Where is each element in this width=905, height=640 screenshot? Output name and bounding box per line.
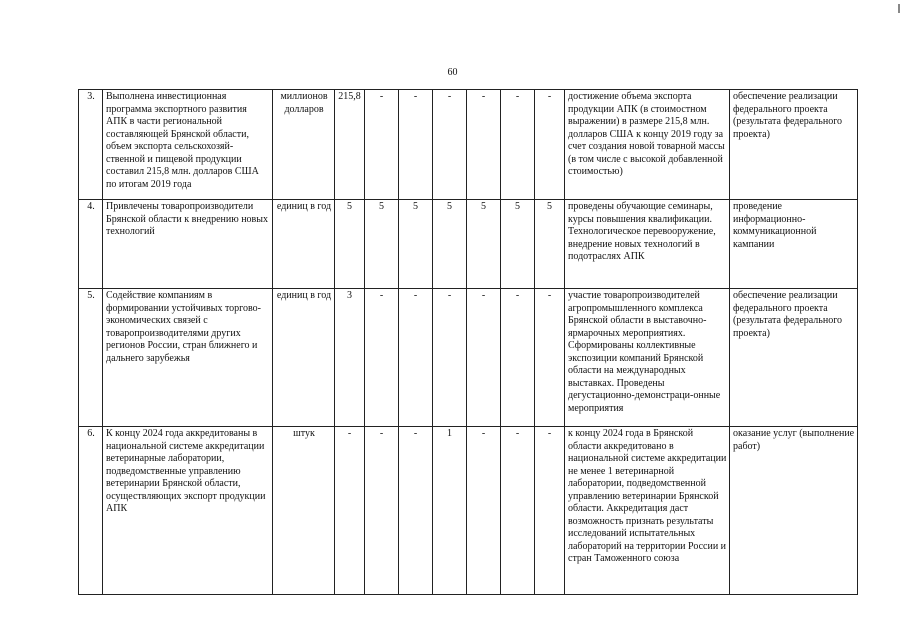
year-value: 5 [535,200,565,289]
table-row [79,289,858,427]
row-number: 3. [79,90,103,200]
corner-mark [898,4,900,13]
year-value: - [365,427,399,595]
year-value: - [365,90,399,200]
result-description: достижение объема экспорта продукции АПК (в стоимостном выражении) в размере 215,8 млн. долларов США к концу 2019 году за счет создания новой товарной массы (в том числе с высокой добавленной стоимостью) [565,90,730,200]
year-value: - [433,90,467,200]
year-value: - [501,289,535,427]
result-title: Содействие компаниям в формировании устойчивых торгово-экономических связей с товаропроизводителями других регионов России, стран ближнего и дальнего зарубежья [103,289,273,427]
year-value: - [535,90,565,200]
table-row [79,90,858,200]
year-value: 1 [433,427,467,595]
year-value: - [399,427,433,595]
unit-of-measure: штук [273,427,335,595]
result-description: участие товаропроизводителей агропромышленного комплекса Брянской области в выставочно-ярмарочных мероприятиях. Сформированы коллективные экспозиции компаний Брянской области на международных выставках. Проведены дегустационно-демонстраци-онные мероприятия [565,289,730,427]
year-value: 5 [365,200,399,289]
unit-of-measure: единиц в год [273,200,335,289]
result-type: проведение информационно-коммуникационной кампании [730,200,858,289]
unit-of-measure: единиц в год [273,289,335,427]
year-value: 5 [335,200,365,289]
result-description: к концу 2024 года в Брянской области аккредитовано в национальной системе аккредитации не менее 1 ветеринарной лаборатории, подведомственной управлению ветеринарии Брянской области. Аккредитация даст возможность признать результаты исследований испытательных лабораторий на территории России и стран Таможенного союза [565,427,730,595]
result-type: оказание услуг (выполнение работ) [730,427,858,595]
year-value: 5 [501,200,535,289]
year-value: 3 [335,289,365,427]
results-table [78,89,858,595]
year-value: 5 [399,200,433,289]
table-row [79,427,858,595]
year-value: - [399,90,433,200]
unit-of-measure: миллионов долларов [273,90,335,200]
year-value: - [365,289,399,427]
row-number: 5. [79,289,103,427]
year-value: 215,8 [335,90,365,200]
year-value: - [501,90,535,200]
year-value: - [467,427,501,595]
row-number: 4. [79,200,103,289]
result-type: обеспечение реализации федерального проекта (результата федерального проекта) [730,90,858,200]
year-value: 5 [433,200,467,289]
year-value: - [399,289,433,427]
year-value: - [467,289,501,427]
row-number: 6. [79,427,103,595]
year-value: - [535,289,565,427]
year-value: - [467,90,501,200]
result-title: К концу 2024 года аккредитованы в национальной системе аккредитации ветеринарные лаборатории, подведомственные управлению ветеринарии Брянской области, осуществляющих экспорт продукции АПК [103,427,273,595]
year-value: - [335,427,365,595]
year-value: - [535,427,565,595]
table-row [79,200,858,289]
year-value: - [501,427,535,595]
result-title: Привлечены товаропроизводители Брянской области к внедрению новых технологий [103,200,273,289]
year-value: - [433,289,467,427]
year-value: 5 [467,200,501,289]
result-description: проведены обучающие семинары, курсы повышения квалификации. Технологическое перевооружение, внедрение новых технологий в подотраслях АПК [565,200,730,289]
result-title: Выполнена инвестиционная программа экспортного развития АПК в части региональной составляющей Брянской области, объем экспорта сельскохозяй-ственной и пищевой продукции составил 215,8 млн. долларов США по итогам 2019 года [103,90,273,200]
result-type: обеспечение реализации федерального проекта (результата федерального проекта) [730,289,858,427]
page-number: 60 [447,67,458,78]
